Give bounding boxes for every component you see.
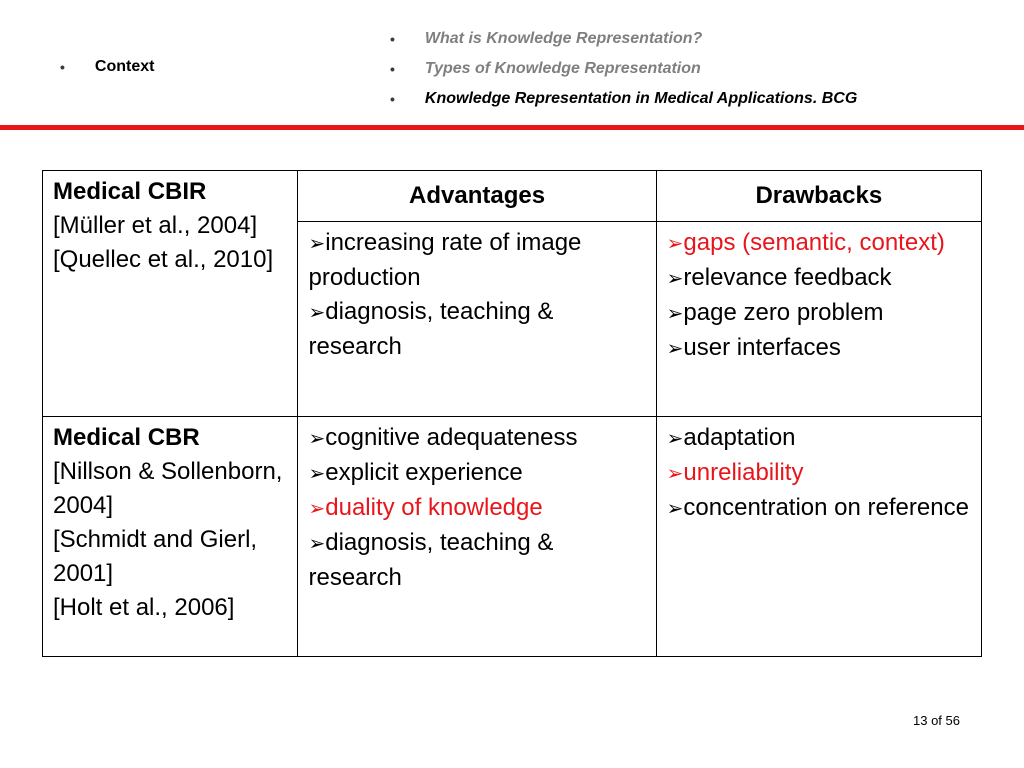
- page-number: 13 of 56: [913, 713, 960, 728]
- header-divider: [0, 125, 1024, 130]
- nav-item-label: Types of Knowledge Representation: [424, 60, 701, 77]
- bullet-icon: •: [390, 31, 395, 47]
- reference: [Holt et al., 2006]: [53, 594, 235, 621]
- list-item: ➢adaptation: [666, 424, 796, 451]
- nav-item-label: What is Knowledge Representation?: [424, 30, 703, 47]
- comparison-table: [42, 170, 982, 657]
- list-item: ➢cognitive adequateness: [308, 424, 578, 451]
- column-header-drawbacks: Drawbacks: [656, 171, 981, 222]
- list-item: ➢user interfaces: [666, 334, 841, 361]
- list-item: ➢concentration on reference: [666, 494, 969, 521]
- arrow-bullet-icon: ➢: [666, 233, 684, 255]
- table-cell-medical-cbr: [43, 417, 298, 657]
- reference: [Nillson & Sollenborn, 2004]: [53, 458, 283, 519]
- arrow-bullet-icon: ➢: [308, 533, 326, 555]
- list-item: ➢duality of knowledge: [308, 494, 543, 521]
- arrow-bullet-icon: ➢: [666, 498, 684, 520]
- list-item: ➢diagnosis, teaching & research: [308, 298, 554, 360]
- nav-item-types-of-kr: [390, 54, 857, 84]
- arrow-bullet-icon: ➢: [666, 338, 684, 360]
- arrow-bullet-icon: ➢: [308, 233, 326, 255]
- bullet-icon: •: [390, 91, 395, 107]
- list-item: ➢relevance feedback: [666, 264, 892, 291]
- list-item: ➢explicit experience: [308, 459, 523, 486]
- list-item: ➢unreliability: [666, 459, 804, 486]
- row-title: Medical CBR: [53, 424, 200, 451]
- column-header-advantages: Advantages: [298, 171, 656, 222]
- arrow-bullet-icon: ➢: [308, 428, 326, 450]
- table-cell-advantages: [298, 417, 656, 657]
- nav-item-label: Knowledge Representation in Medical Applications. BCG: [424, 90, 858, 107]
- arrow-bullet-icon: ➢: [666, 303, 684, 325]
- table-row: [43, 171, 982, 222]
- list-item: ➢page zero problem: [666, 299, 884, 326]
- table-cell-medical-cbir: [43, 171, 298, 417]
- reference: [Quellec et al., 2010]: [53, 246, 274, 273]
- bullet-icon: •: [390, 61, 395, 77]
- arrow-bullet-icon: ➢: [308, 302, 326, 324]
- table-row: [43, 417, 982, 657]
- reference: [Müller et al., 2004]: [53, 212, 258, 239]
- arrow-bullet-icon: ➢: [666, 428, 684, 450]
- nav-item-what-is-kr: [390, 24, 857, 54]
- arrow-bullet-icon: ➢: [308, 498, 326, 520]
- list-item: ➢increasing rate of image production: [308, 229, 582, 291]
- table-cell-drawbacks: [656, 417, 981, 657]
- bullet-icon: •: [60, 59, 65, 75]
- arrow-bullet-icon: ➢: [666, 463, 684, 485]
- table-cell-advantages: [298, 222, 656, 417]
- list-item: ➢diagnosis, teaching & research: [308, 529, 554, 591]
- arrow-bullet-icon: ➢: [308, 463, 326, 485]
- row-title: Medical CBIR: [53, 178, 207, 205]
- nav-item-kr-medical: [390, 84, 857, 114]
- section-title: Context: [94, 58, 155, 75]
- table-cell-drawbacks: [656, 222, 981, 417]
- reference: [Schmidt and Gierl, 2001]: [53, 526, 258, 587]
- section-indicator: [60, 58, 154, 76]
- topic-nav: [390, 24, 857, 114]
- arrow-bullet-icon: ➢: [666, 268, 684, 290]
- list-item: ➢gaps (semantic, context): [666, 229, 945, 256]
